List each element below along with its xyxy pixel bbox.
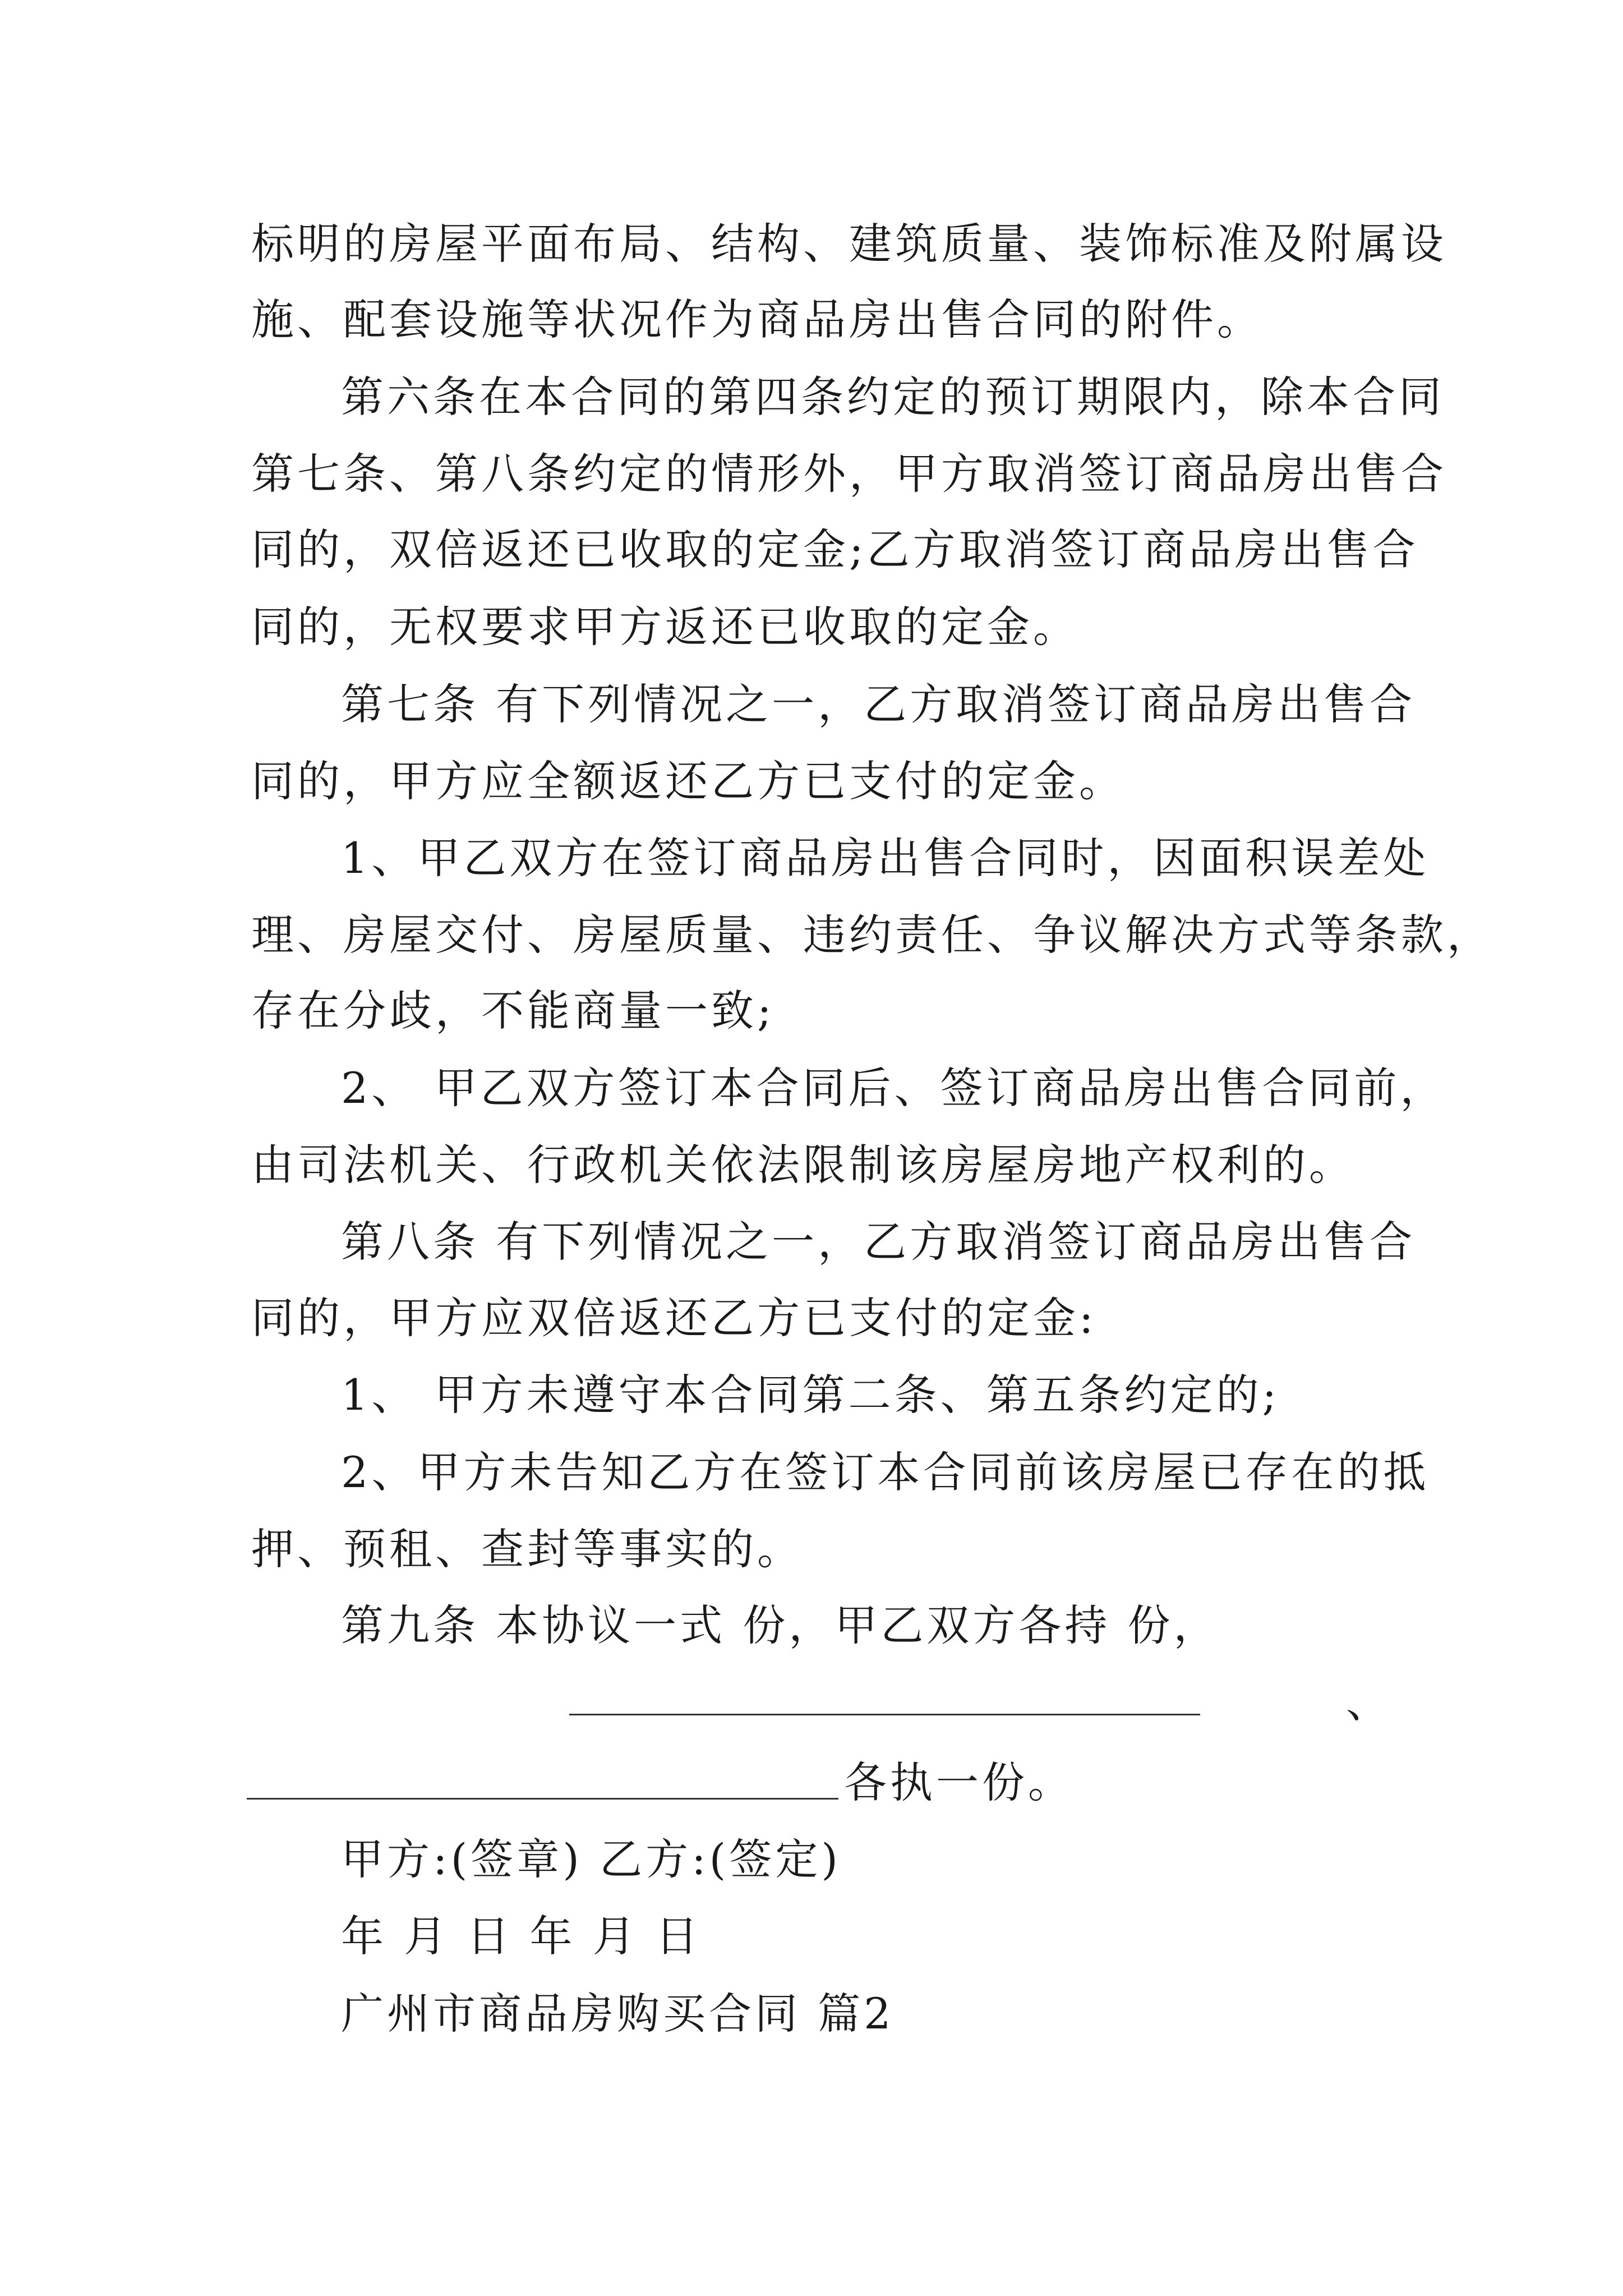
article-9-heading-line: 第九条 本协议一式 份，甲乙双方各持 份， (341, 1600, 1220, 1650)
enumeration-comma: 、 (1346, 1677, 1389, 1727)
paragraph-line: 第七条、第八条约定的情形外，甲方取消签订商品房出售合 (251, 449, 1447, 499)
fill-in-blank-line (569, 1714, 1200, 1715)
paragraph-line: 同的，双倍返还已收取的定金;乙方取消签订商品房出售合 (251, 524, 1419, 574)
fill-in-blank-line (247, 1798, 838, 1800)
signature-line: 甲方:(签章) 乙方:(签定) (341, 1834, 841, 1884)
article-8-heading-line: 第八条 有下列情况之一，乙方取消签订商品房出售合 (341, 1217, 1416, 1267)
paragraph-line: 标明的房屋平面布局、结构、建筑质量、装饰标准及附属设 (251, 219, 1447, 269)
list-item-line: 2、 甲乙双方签订本合同后、签订商品房出售合同前， (341, 1063, 1446, 1113)
list-item-line: 2、甲方未告知乙方在签订本合同前该房屋已存在的抵 (341, 1447, 1430, 1497)
article-6-heading-line: 第六条在本合同的第四条约定的预订期限内，除本合同 (341, 372, 1445, 422)
paragraph-line: 存在分歧，不能商量一致; (251, 986, 775, 1036)
date-line: 年 月 日 年 月 日 (341, 1911, 702, 1961)
paragraph-line: 同的，无权要求甲方返还已收取的定金。 (251, 602, 1079, 652)
list-item-line: 1、甲乙双方在签订商品房出售合同时，因面积误差处 (341, 833, 1430, 883)
paragraph-line: 施、配套设施等状况作为商品房出售合同的附件。 (251, 295, 1263, 344)
each-party-copy-text: 各执一份。 (844, 1757, 1074, 1807)
article-7-heading-line: 第七条 有下列情况之一，乙方取消签订商品房出售合 (341, 679, 1416, 729)
paragraph-line: 由司法机关、行政机关依法限制该房屋房地产权利的。 (251, 1140, 1355, 1190)
paragraph-line: 同的，甲方应双倍返还乙方已支付的定金: (251, 1293, 1097, 1343)
list-item-line: 1、 甲方未遵守本合同第二条、第五条约定的; (341, 1370, 1280, 1420)
paragraph-line: 同的，甲方应全额返还乙方已支付的定金。 (251, 756, 1125, 806)
paragraph-line: 理、房屋交付、房屋质量、违约责任、争议解决方式等条款， (251, 910, 1493, 960)
section-title: 广州市商品房购买合同 篇2 (341, 1989, 895, 2039)
paragraph-line: 押、预租、查封等事实的。 (251, 1524, 803, 1574)
